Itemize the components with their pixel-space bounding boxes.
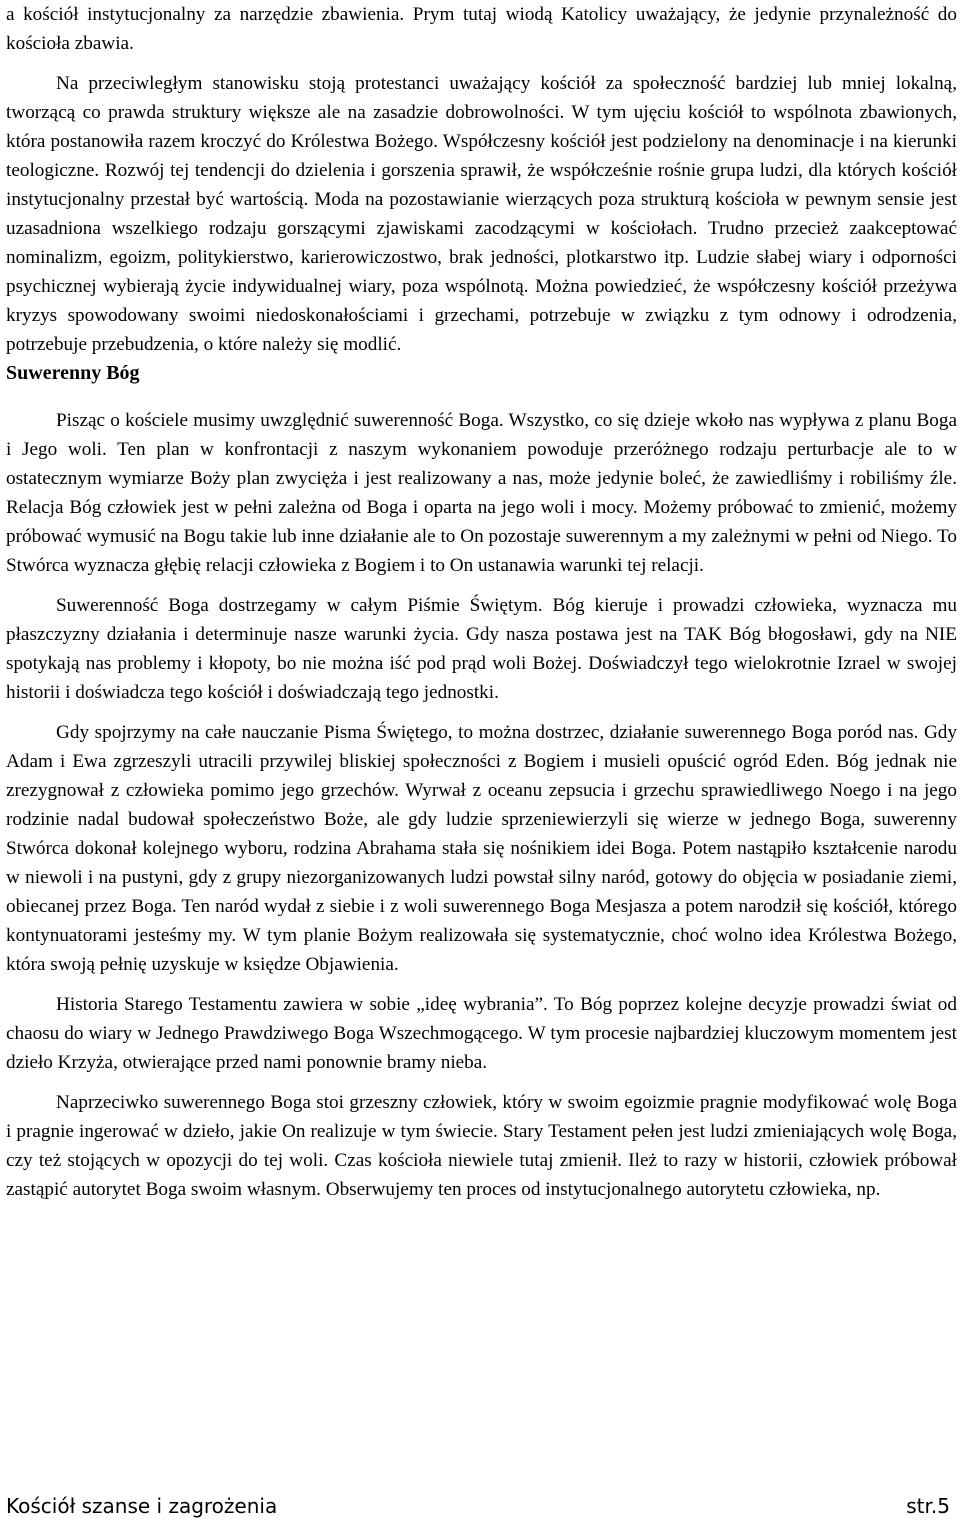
paragraph-continuation: a kościół instytucjonalny za narzędzie zbawienia. Prym tutaj wiodą Katolicy uważający, że jedynie przynależność do kościoła zbawia. (6, 4, 957, 54)
page-number: str.5 (906, 1494, 950, 1518)
paragraph-protestants: Na przeciwległym stanowisku stoją protestanci uważający kościół za społeczność bardziej lub mniej lokalną, tworzącą co prawda struktury większe ale na zasadzie dobrowolności. W tym ujęciu kościół to wspólnota zbawionych, która postanowiła razem kroczyć do Królestwa Bożego. Współczesny kościół jest podzielony na denominacje i na kierunki teologiczne. Rozwój tej tendencji do dzielenia i gorszenia sprawił, że współcześnie rośnie grupa ludzi, dla których kościół instytucjonalny przestał być wartością. Moda na pozostawianie wierzących poza strukturą kościoła w pewnym sensie jest uzasadniona wszelkiego rodzaju gorszącymi zjawiskami zacodzącymi w kościołach. Trudno przecież zaakceptować nominalizm, egoizm, politykierstwo, karierowiczostwo, brak jedności, plotkarstwo itp. Ludzie słabej wiary i odporności psychicznej wybierają życie indywidualnej wiary, poza wspólnotą. Można powiedzieć, że współczesny kościół przeżywa kryzys spowodowany swoimi niedoskonałościami i grzechami, potrzebuje w związku z tym odnowy i odrodzenia, potrzebuje przebudzenia, o które należy się modlić. (6, 73, 957, 355)
section-title: Suwerenny Bóg (6, 362, 140, 384)
page-footer (6, 1492, 950, 1520)
footer-title: Kościół szanse i zagrożenia (6, 1494, 278, 1518)
paragraph-sinful-man: Naprzeciwko suwerennego Boga stoi grzeszny człowiek, który w swoim egoizmie pragnie modyfikować wolę Boga i pragnie ingerować w dzieło, jakie On realizuje w tym świecie. Stary Testament pełen jest ludzi zmieniających wolę Boga, czy też stojących w opozycji do tej woli. Czas kościoła niewiele tutaj zmienił. Ileż to razy w historii, człowiek próbował zastąpić autorytet Boga swoim własnym. Obserwujemy ten proces od instytucjonalnego autorytetu człowieka, np. (6, 1092, 957, 1200)
paragraph-old-testament: Historia Starego Testamentu zawiera w sobie „ideę wybrania”. To Bóg poprzez kolejne decyzje prowadzi świat od chaosu do wiary w Jednego Prawdziwego Boga Wszechmogącego. W tym procesie najbardziej kluczowym momentem jest dzieło Krzyża, otwierające przed nami ponownie bramy nieba. (6, 994, 957, 1073)
document-page (6, 0, 957, 1204)
paragraph-scripture: Suwerenność Boga dostrzegamy w całym Piśmie Świętym. Bóg kieruje i prowadzi człowieka, wyznacza mu płaszczyzny działania i determinuje nasze warunki życia. Gdy nasza postawa jest na TAK Bóg błogosławi, gdy na NIE spotykają nas problemy i kłopoty, bo nie można iść pod prąd woli Bożej. Doświadczył tego wielokrotnie Izrael w swojej historii i doświadcza tego kościół i doświadczają tego jednostki. (6, 595, 957, 703)
paragraph-sovereignty: Pisząc o kościele musimy uwzględnić suwerenność Boga. Wszystko, co się dzieje wkoło nas wypływa z planu Boga i Jego woli. Ten plan w konfrontacji z naszym wykonaniem powoduje przeróżnego rodzaju perturbacje ale to w ostatecznym wymiarze Boży plan zwycięża i jest realizowany a nas, może jedynie boleć, że zawiedliśmy i robiliśmy źle. Relacja Bóg człowiek jest w pełni zależna od Boga i oparta na jego woli i mocy. Możemy próbować to zmienić, możemy próbować wymusić na Bogu takie lub inne działanie ale to On pozostaje suwerennym a my zależnymi w pełni od Niego. To Stwórca wyznacza głębię relacji człowieka z Bogiem i to On ustanawia warunki tej relacji. (6, 410, 957, 576)
paragraph-history: Gdy spojrzymy na całe nauczanie Pisma Świętego, to można dostrzec, działanie suwerennego Boga poród nas. Gdy Adam i Ewa zgrzeszyli utracili przywilej bliskiej społeczności z Bogiem i musieli opuścić ogród Eden. Bóg jednak nie zrezygnował z człowieka pomimo jego grzechów. Wyrwał z oceanu zepsucia i grzechu sprawiedliwego Noego i na jego rodzinie nadal budował społeczeństwo Boże, ale gdy ludzie sprzeniewierzyli się wierze w jednego Boga, suwerenny Stwórca dokonał kolejnego wyboru, rodzina Abrahama stała się nośnikiem idei Boga. Potem nastąpiło kształcenie narodu w niewoli i na pustyni, gdy z grupy niezorganizowanych ludzi powstał silny naród, gotowy do objęcia w posiadanie ziemi, obiecanej przez Boga. Ten naród wydał z siebie i z woli suwerennego Boga Mesjasza a potem narodził się kościół, którego kontynuatorami jesteśmy my. W tym planie Bożym realizowała się systematycznie, choć wolno idea Królestwa Bożego, która swoją pełnię uzyskuje w księdze Objawienia. (6, 722, 957, 975)
